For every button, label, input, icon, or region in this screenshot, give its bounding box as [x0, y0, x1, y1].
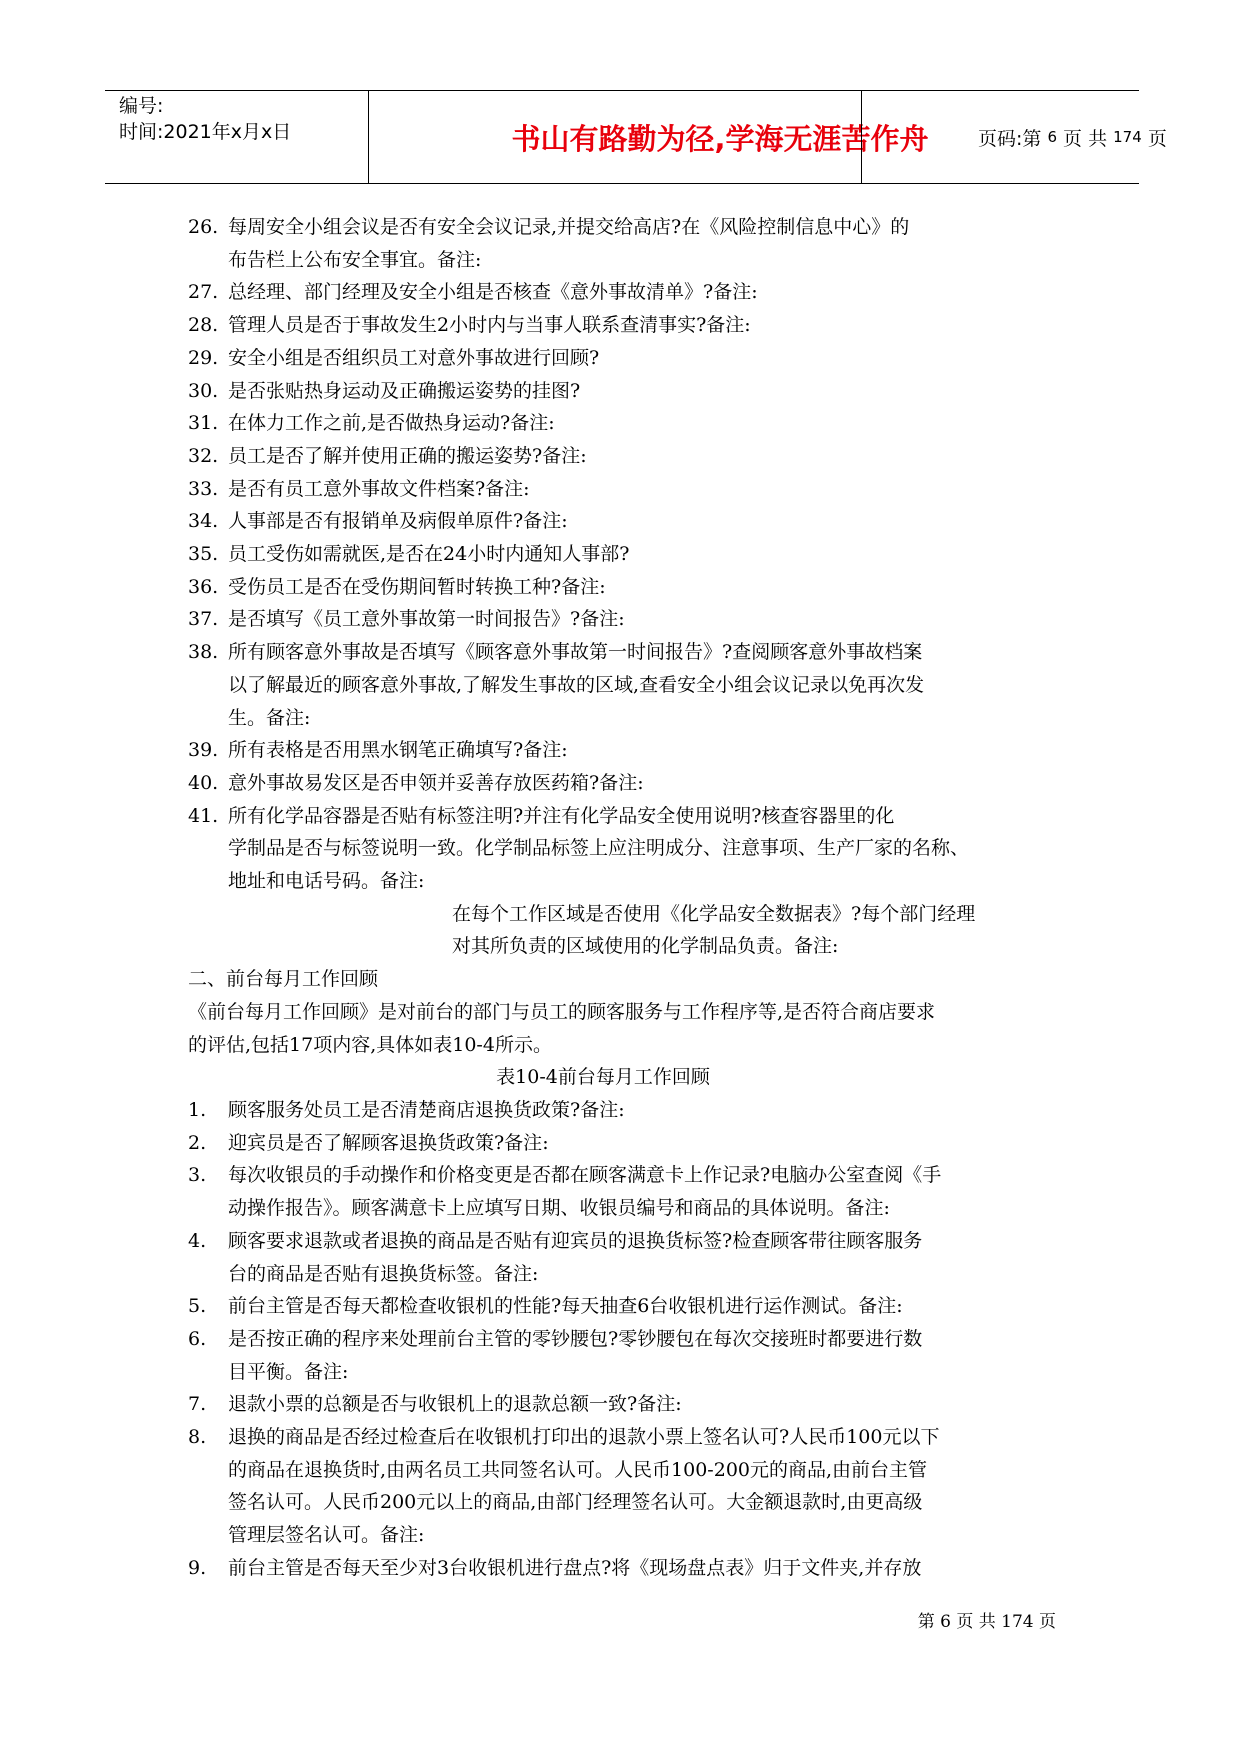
- document-number-label: 编号:: [119, 95, 164, 117]
- list-item: [188, 505, 1058, 538]
- list-item: [188, 800, 1058, 898]
- table-caption: 表10-4前台每月工作回顾: [496, 1066, 710, 1089]
- item-text: 所有化学品容器是否贴有标签注明?并注有化学品安全使用说明?核查容器里的化: [228, 804, 895, 827]
- item-number: 37.: [188, 608, 219, 631]
- header-page-current: 6: [1047, 128, 1057, 146]
- item-text: 的商品在退换货时,由两名员工共同签名认可。人民币100-200元的商品,由前台主管: [228, 1458, 928, 1481]
- document-time-label: 时间:2021年x月x日: [119, 121, 292, 143]
- list-item: [188, 473, 1058, 506]
- item-number: 28.: [188, 314, 219, 337]
- indented-paragraph: [188, 898, 1058, 963]
- item-text: 每周安全小组会议是否有安全会议记录,并提交给高店?在《风险控制信息中心》的: [228, 216, 910, 238]
- list-item: [188, 1127, 1058, 1160]
- list-item: [188, 1159, 1058, 1224]
- paragraph-line: 在每个工作区域是否使用《化学品安全数据表》?每个部门经理: [452, 902, 976, 925]
- item-number: 1.: [188, 1098, 207, 1121]
- item-text: 动操作报告》。顾客满意卡上应填写日期、收银员编号和商品的具体说明。备注:: [228, 1197, 890, 1220]
- item-text: 安全小组是否组织员工对意外事故进行回顾?: [228, 346, 600, 369]
- item-text: 学制品是否与标签说明一致。化学制品标签上应注明成分、注意事项、生产厂家的名称、: [228, 837, 970, 860]
- list-item: [188, 309, 1058, 342]
- item-number: 5.: [188, 1295, 207, 1318]
- list-item: [188, 1290, 1058, 1323]
- item-text: 受伤员工是否在受伤期间暂时转换工种?备注:: [228, 575, 606, 598]
- list-item: [188, 571, 1058, 604]
- item-number: 27.: [188, 281, 219, 304]
- item-text: 退款小票的总额是否与收银机上的退款总额一致?备注:: [228, 1393, 682, 1416]
- section-paragraph: [188, 996, 1058, 1061]
- paragraph-line: 对其所负责的区域使用的化学制品负责。备注:: [452, 935, 839, 958]
- item-text: 人事部是否有报销单及病假单原件?备注:: [228, 510, 568, 533]
- header-page-indicator: [978, 91, 1167, 183]
- checklist-b: [188, 1094, 1058, 1585]
- list-item: [188, 636, 1058, 734]
- item-text: 是否按正确的程序来处理前台主管的零钞腰包?零钞腰包在每次交接班时都要进行数: [228, 1327, 923, 1350]
- item-text: 顾客服务处员工是否清楚商店退换货政策?备注:: [228, 1098, 625, 1121]
- item-number: 32.: [188, 444, 219, 467]
- item-number: 29.: [188, 346, 219, 369]
- item-text: 是否张贴热身运动及正确搬运姿势的挂图?: [228, 379, 581, 402]
- item-text: 布告栏上公布安全事宜。备注:: [228, 248, 482, 271]
- item-text: 以了解最近的顾客意外事故,了解发生事故的区域,查看安全小组会议记录以免再次发: [228, 673, 925, 696]
- item-number: 2.: [188, 1131, 207, 1154]
- item-text: 是否有员工意外事故文件档案?备注:: [228, 477, 530, 500]
- item-text: 意外事故易发区是否申领并妥善存放医药箱?备注:: [228, 771, 644, 794]
- header-page-prefix: 页码:第: [978, 127, 1042, 150]
- item-text: 顾客要求退款或者退换的商品是否贴有迎宾员的退换货标签?检查顾客带往顾客服务: [228, 1229, 923, 1252]
- item-number: 3.: [188, 1164, 207, 1187]
- list-item: [188, 538, 1058, 571]
- item-text: 生。备注:: [228, 706, 311, 729]
- item-number: 35.: [188, 543, 219, 566]
- header-page-suffix: 页: [1147, 127, 1167, 150]
- item-text: 签名认可。人民币200元以上的商品,由部门经理签名认可。大金额退款时,由更高级: [228, 1491, 923, 1514]
- list-item: [188, 1094, 1058, 1127]
- header-page-total: 174: [1113, 128, 1142, 146]
- item-number: 38.: [188, 641, 219, 664]
- list-item: [188, 211, 1058, 276]
- item-number: 26.: [188, 216, 219, 238]
- item-number: 8.: [188, 1426, 207, 1449]
- list-item: [188, 407, 1058, 440]
- item-text: 前台主管是否每天都检查收银机的性能?每天抽查6台收银机进行运作测试。备注:: [228, 1295, 903, 1318]
- footer-mid: 页 共: [956, 1612, 996, 1632]
- section-heading: 二、前台每月工作回顾: [188, 968, 379, 991]
- list-item: [188, 1323, 1058, 1388]
- list-item: [188, 1388, 1058, 1421]
- item-text: 台的商品是否贴有退换货标签。备注:: [228, 1262, 539, 1285]
- paragraph-line: 《前台每月工作回顾》是对前台的部门与员工的顾客服务与工作程序等,是否符合商店要求: [188, 1000, 936, 1023]
- list-item: [188, 276, 1058, 309]
- list-item: [188, 767, 1058, 800]
- item-number: 39.: [188, 739, 219, 762]
- header-page-mid: 页 共: [1063, 127, 1108, 150]
- checklist-a: [188, 211, 1058, 898]
- item-text: 是否填写《员工意外事故第一时间报告》?备注:: [228, 608, 625, 631]
- item-text: 目平衡。备注:: [228, 1360, 349, 1383]
- item-number: 9.: [188, 1556, 207, 1579]
- item-text: 员工受伤如需就医,是否在24小时内通知人事部?: [228, 543, 630, 566]
- item-number: 7.: [188, 1393, 207, 1416]
- item-number: 33.: [188, 477, 219, 500]
- item-text: 前台主管是否每天至少对3台收银机进行盘点?将《现场盘点表》归于文件夹,并存放: [228, 1556, 922, 1579]
- item-text: 在体力工作之前,是否做热身运动?备注:: [228, 412, 555, 435]
- page-footer: [918, 1607, 1056, 1632]
- page-header: [105, 90, 1167, 184]
- item-text: 总经理、部门经理及安全小组是否核查《意外事故清单》?备注:: [228, 281, 758, 304]
- list-item: [188, 1225, 1058, 1290]
- list-item: [188, 342, 1058, 375]
- item-text: 退换的商品是否经过检查后在收银机打印出的退款小票上签名认可?人民币100元以下: [228, 1426, 940, 1449]
- footer-current-page: 6: [940, 1612, 951, 1632]
- footer-total-pages: 174: [1001, 1612, 1034, 1632]
- item-number: 6.: [188, 1327, 207, 1350]
- list-item: [188, 603, 1058, 636]
- item-number: 30.: [188, 379, 219, 402]
- header-divider-left: [368, 91, 369, 183]
- item-number: 34.: [188, 510, 219, 533]
- item-text: 管理人员是否于事故发生2小时内与当事人联系查清事实?备注:: [228, 314, 751, 337]
- item-text: 员工是否了解并使用正确的搬运姿势?备注:: [228, 444, 587, 467]
- item-text: 所有表格是否用黑水钢笔正确填写?备注:: [228, 739, 568, 762]
- list-item: [188, 375, 1058, 408]
- item-text: 管理层签名认可。备注:: [228, 1524, 425, 1547]
- list-item: [188, 1421, 1058, 1552]
- item-number: 40.: [188, 771, 219, 794]
- document-body: [188, 211, 1058, 1585]
- paragraph-line: 的评估,包括17项内容,具体如表10-4所示。: [188, 1033, 552, 1056]
- item-text: 所有顾客意外事故是否填写《顾客意外事故第一时间报告》?查阅顾客意外事故档案: [228, 641, 923, 664]
- list-item: [188, 440, 1058, 473]
- item-text: 地址和电话号码。备注:: [228, 870, 425, 893]
- item-text: 迎宾员是否了解顾客退换货政策?备注:: [228, 1131, 549, 1154]
- item-number: 41.: [188, 804, 219, 827]
- footer-suffix: 页: [1039, 1612, 1056, 1632]
- list-item: [188, 734, 1058, 767]
- list-item: [188, 1552, 1058, 1585]
- footer-prefix: 第: [917, 1612, 935, 1632]
- item-number: 36.: [188, 575, 219, 598]
- header-divider-right: [861, 91, 862, 183]
- header-slogan: 书山有路勤为径,学海无涯苦作舟: [511, 121, 929, 156]
- item-number: 31.: [188, 412, 219, 435]
- item-number: 4.: [188, 1229, 207, 1252]
- item-text: 每次收银员的手动操作和价格变更是否都在顾客满意卡上作记录?电脑办公室查阅《手: [228, 1164, 942, 1187]
